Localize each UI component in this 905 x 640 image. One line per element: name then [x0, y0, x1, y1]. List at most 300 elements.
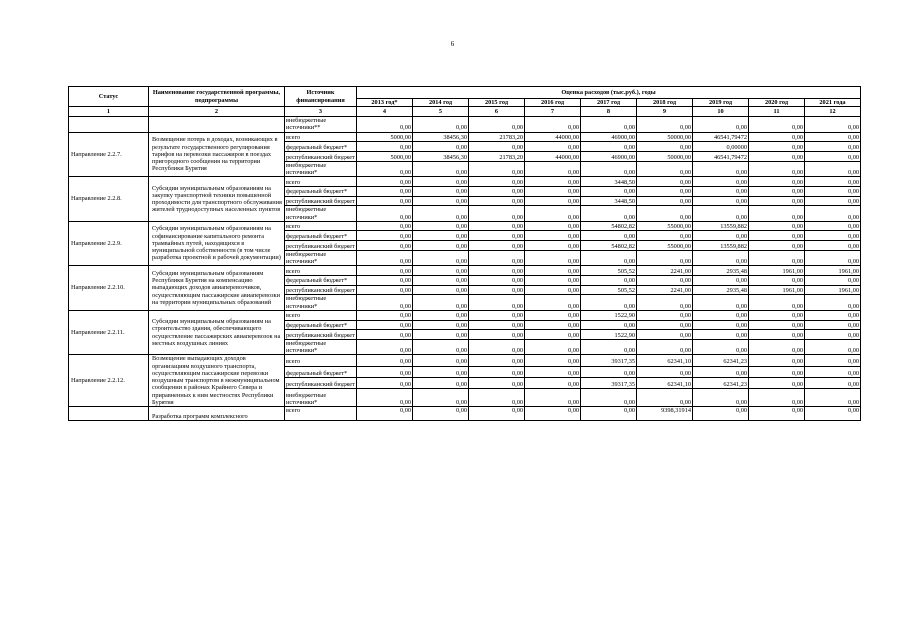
value-cell: 0,00	[581, 250, 637, 265]
value-cell: 0,00	[413, 241, 469, 251]
value-cell: 0,00	[805, 161, 861, 176]
value-cell: 0,00	[413, 330, 469, 340]
source-cell: федеральный бюджет*	[285, 275, 357, 285]
value-cell: 0,00	[693, 250, 749, 265]
value-cell: 0,00	[581, 407, 637, 421]
value-cell: 1961,00	[749, 266, 805, 276]
value-cell: 0,00	[749, 186, 805, 196]
value-cell: 0,00	[749, 389, 805, 407]
value-cell: 0,00	[357, 221, 413, 231]
value-cell: 46541,79472	[693, 132, 749, 142]
value-cell: 505,52	[581, 266, 637, 276]
value-cell: 62341,10	[637, 377, 693, 388]
value-cell: 0,00	[805, 206, 861, 221]
year-header: 2013 год*	[357, 99, 413, 107]
value-cell: 0,00	[637, 275, 693, 285]
value-cell: 0,00	[749, 295, 805, 310]
value-cell: 0,00	[749, 377, 805, 388]
column-index: 3	[285, 107, 357, 117]
value-cell: 50000,00	[637, 152, 693, 162]
value-cell: 0,00	[749, 320, 805, 330]
value-cell: 0,00	[413, 407, 469, 421]
value-cell: 0,00	[525, 221, 581, 231]
value-cell: 0,00	[469, 177, 525, 187]
value-cell: 0,00	[525, 310, 581, 320]
year-header: 2016 год	[525, 99, 581, 107]
value-cell: 0,00	[805, 339, 861, 354]
value-cell: 0,00	[357, 407, 413, 421]
value-cell: 0,00	[749, 132, 805, 142]
value-cell: 0,00	[805, 407, 861, 421]
value-cell: 44000,00	[525, 132, 581, 142]
value-cell: 46541,79472	[693, 152, 749, 162]
table-row	[69, 221, 861, 231]
source-cell: внебюджетные источники*	[285, 206, 357, 221]
value-cell: 0,00	[413, 161, 469, 176]
value-cell: 0,00	[469, 295, 525, 310]
value-cell: 0,00	[525, 295, 581, 310]
value-cell: 0,00	[805, 355, 861, 366]
source-cell: федеральный бюджет*	[285, 186, 357, 196]
value-cell: 39317,35	[581, 377, 637, 388]
value-cell: 0,00	[413, 275, 469, 285]
value-cell: 0,00	[637, 117, 693, 132]
value-cell: 0,00	[469, 275, 525, 285]
source-cell: федеральный бюджет*	[285, 366, 357, 377]
column-index: 2	[149, 107, 285, 117]
value-cell: 0,00	[469, 196, 525, 206]
value-cell: 54802,82	[581, 241, 637, 251]
source-cell: республиканский бюджет	[286, 242, 355, 250]
value-cell: 0,00	[525, 241, 581, 251]
value-cell: 0,00	[693, 186, 749, 196]
value-cell: 0,00	[413, 196, 469, 206]
value-cell: 0,00	[413, 389, 469, 407]
value-cell: 13559,882	[693, 241, 749, 251]
value-cell: 54802,82	[581, 221, 637, 231]
value-cell: 0,00	[357, 206, 413, 221]
year-header: 2014 год	[413, 99, 469, 107]
status-cell: Направление 2.2.12.	[69, 355, 149, 407]
value-cell: 0,00	[357, 366, 413, 377]
value-cell: 0,00	[581, 275, 637, 285]
value-cell: 0,00	[805, 310, 861, 320]
value-cell: 50000,00	[637, 132, 693, 142]
value-cell: 0,00	[805, 221, 861, 231]
value-cell: 0,00	[749, 196, 805, 206]
value-cell: 62341,10	[637, 355, 693, 366]
value-cell: 1522,90	[581, 330, 637, 340]
value-cell: 0,00	[525, 142, 581, 152]
value-cell: 0,00	[749, 142, 805, 152]
column-index: 6	[469, 107, 525, 117]
value-cell: 0,00	[525, 275, 581, 285]
value-cell: 21783,20	[469, 132, 525, 142]
source-cell: всего	[285, 266, 357, 276]
value-cell: 0,00	[693, 295, 749, 310]
value-cell: 0,00	[357, 285, 413, 295]
value-cell: 0,00	[357, 117, 413, 132]
value-cell: 0,00	[357, 161, 413, 176]
column-index: 9	[637, 107, 693, 117]
value-cell: 0,00	[805, 295, 861, 310]
value-cell: 0,00	[637, 231, 693, 241]
table-row	[69, 132, 861, 142]
value-cell: 0,00	[469, 377, 525, 388]
value-cell: 0,00	[693, 196, 749, 206]
value-cell: 0,00	[749, 152, 805, 162]
status-cell: Направление 2.2.7.	[69, 132, 149, 177]
value-cell: 0,00	[525, 250, 581, 265]
value-cell: 0,00	[469, 186, 525, 196]
value-cell: 0,00	[469, 266, 525, 276]
value-cell: 0,00	[749, 117, 805, 132]
column-index-row	[69, 107, 861, 117]
value-cell: 0,00	[469, 117, 525, 132]
value-cell: 0,00	[525, 117, 581, 132]
value-cell: 0,00	[581, 389, 637, 407]
value-cell: 2935,48	[693, 266, 749, 276]
value-cell: 0,00	[805, 196, 861, 206]
value-cell: 0,00	[525, 206, 581, 221]
expenditure-table	[68, 86, 861, 421]
value-cell: 0,00	[581, 231, 637, 241]
value-cell: 0,00	[413, 377, 469, 388]
value-cell: 0,00	[749, 407, 805, 421]
value-cell: 0,00	[469, 320, 525, 330]
program-name-cell: Субсидии муниципальным образованиям на закупку транспортной техники повышенной проходимости для транспортного обслуживания жителей труднодоступных населенных пунктов	[149, 177, 285, 222]
page-number: 6	[450, 40, 455, 48]
value-cell: 0,00000	[693, 142, 749, 152]
source-cell: внебюджетные источники*	[285, 339, 357, 354]
value-cell: 0,00	[469, 241, 525, 251]
value-cell: 0,00	[357, 266, 413, 276]
source-cell: всего	[285, 132, 357, 142]
table-row	[69, 407, 861, 421]
value-cell: 0,00	[637, 250, 693, 265]
value-cell: 0,00	[525, 330, 581, 340]
value-cell: 2241,00	[637, 285, 693, 295]
value-cell: 0,00	[693, 206, 749, 221]
column-index: 12	[805, 107, 861, 117]
value-cell: 0,00	[469, 250, 525, 265]
value-cell: 0,00	[525, 320, 581, 330]
value-cell: 0,00	[637, 295, 693, 310]
column-index: 10	[693, 107, 749, 117]
value-cell: 0,00	[357, 186, 413, 196]
value-cell: 0,00	[805, 142, 861, 152]
value-cell: 9398,31914	[637, 407, 693, 421]
value-cell: 0,00	[357, 142, 413, 152]
value-cell: 0,00	[469, 366, 525, 377]
source-cell: республиканский бюджет	[286, 153, 355, 161]
value-cell: 0,00	[525, 366, 581, 377]
value-cell: 0,00	[637, 186, 693, 196]
value-cell: 38456,30	[413, 132, 469, 142]
value-cell: 0,00	[749, 310, 805, 320]
value-cell: 0,00	[581, 142, 637, 152]
value-cell: 0,00	[637, 339, 693, 354]
value-cell: 0,00	[637, 366, 693, 377]
program-name-cell: Возмещение потерь в доходах, возникающих в результате государственного регулирования тарифов на перевозки пассажиров в поездах пригородного сообщения на территории Республики Бурятия	[149, 132, 285, 177]
program-name-cell: Субсидии муниципальным образованиям на строительство здания, обеспечивающего осуществление пассажирских авиаперевозок на местных воздушных линиях	[149, 310, 285, 355]
column-index: 1	[69, 107, 149, 117]
value-cell: 44000,00	[525, 152, 581, 162]
value-cell: 0,00	[357, 389, 413, 407]
value-cell: 0,00	[749, 177, 805, 187]
value-cell: 0,00	[637, 206, 693, 221]
source-cell: внебюджетные источники*	[285, 389, 357, 407]
value-cell: 0,00	[469, 339, 525, 354]
value-cell: 0,00	[805, 320, 861, 330]
value-cell: 0,00	[525, 407, 581, 421]
value-cell: 55000,00	[637, 241, 693, 251]
source-cell: федеральный бюджет*	[285, 231, 357, 241]
value-cell: 0,00	[693, 339, 749, 354]
value-cell: 0,00	[749, 339, 805, 354]
value-cell: 0,00	[469, 285, 525, 295]
value-cell: 0,00	[749, 161, 805, 176]
status-cell: Направление 2.2.11.	[69, 310, 149, 355]
column-index: 8	[581, 107, 637, 117]
value-cell: 0,00	[525, 377, 581, 388]
value-cell: 0,00	[637, 196, 693, 206]
value-cell: 0,00	[749, 221, 805, 231]
value-cell: 1961,00	[805, 285, 861, 295]
table-row	[69, 117, 861, 132]
value-cell: 0,00	[525, 355, 581, 366]
value-cell: 0,00	[413, 117, 469, 132]
value-cell: 0,00	[357, 250, 413, 265]
value-cell: 0,00	[693, 117, 749, 132]
value-cell: 0,00	[749, 355, 805, 366]
value-cell: 0,00	[805, 152, 861, 162]
table-row	[69, 355, 861, 366]
status-cell: Направление 2.2.9.	[69, 221, 149, 266]
year-header: 2015 год	[469, 99, 525, 107]
value-cell: 0,00	[413, 142, 469, 152]
value-cell: 0,00	[749, 241, 805, 251]
value-cell: 0,00	[525, 285, 581, 295]
value-cell: 0,00	[693, 389, 749, 407]
program-name-cell	[149, 117, 285, 132]
value-cell: 0,00	[413, 177, 469, 187]
source-cell: федеральный бюджет*	[285, 320, 357, 330]
value-cell: 0,00	[525, 196, 581, 206]
value-cell: 0,00	[469, 221, 525, 231]
column-index: 5	[413, 107, 469, 117]
value-cell: 3448,50	[581, 177, 637, 187]
value-cell: 0,00	[805, 366, 861, 377]
value-cell: 0,00	[413, 366, 469, 377]
value-cell: 0,00	[357, 241, 413, 251]
value-cell: 0,00	[357, 177, 413, 187]
value-cell: 0,00	[469, 407, 525, 421]
header-source: Источник финансирования	[285, 87, 357, 107]
source-cell: республиканский бюджет	[286, 198, 355, 206]
value-cell: 46900,00	[581, 132, 637, 142]
value-cell: 0,00	[805, 186, 861, 196]
value-cell: 0,00	[693, 407, 749, 421]
value-cell: 505,52	[581, 285, 637, 295]
value-cell: 3448,50	[581, 196, 637, 206]
value-cell: 0,00	[413, 221, 469, 231]
value-cell: 0,00	[581, 366, 637, 377]
source-cell: федеральный бюджет*	[285, 142, 357, 152]
header-status: Статус	[69, 87, 149, 107]
program-name-cell: Возмещение выпадающих доходов организациям воздушного транспорта, осуществляющим пассажирские перевозки воздушным транспортом в межмуниципальном сообщении в районах Крайнего Севера и приравненных к ним местностях Республики Бурятия	[149, 355, 285, 407]
value-cell: 0,00	[581, 295, 637, 310]
source-cell: всего	[285, 355, 357, 366]
value-cell: 0,00	[413, 206, 469, 221]
value-cell: 0,00	[693, 177, 749, 187]
value-cell: 0,00	[525, 266, 581, 276]
value-cell: 0,00	[749, 330, 805, 340]
header-program: Наименование государственной программы, подпрограммы	[149, 87, 285, 107]
value-cell: 0,00	[357, 196, 413, 206]
value-cell: 0,00	[805, 377, 861, 388]
value-cell: 5000,00	[357, 132, 413, 142]
value-cell: 55000,00	[637, 221, 693, 231]
value-cell: 5000,00	[357, 152, 413, 162]
source-cell: республиканский бюджет	[286, 331, 355, 339]
value-cell: 0,00	[413, 320, 469, 330]
value-cell: 0,00	[469, 355, 525, 366]
status-cell: Направление 2.2.10.	[69, 266, 149, 311]
value-cell: 46900,00	[581, 152, 637, 162]
source-cell: республиканский бюджет	[285, 377, 357, 388]
value-cell: 0,00	[357, 377, 413, 388]
value-cell: 62341,23	[693, 377, 749, 388]
value-cell: 0,00	[581, 206, 637, 221]
column-index: 4	[357, 107, 413, 117]
source-cell: внебюджетные источники*	[285, 295, 357, 310]
value-cell: 0,00	[805, 231, 861, 241]
value-cell: 0,00	[469, 161, 525, 176]
value-cell: 0,00	[357, 295, 413, 310]
value-cell: 0,00	[637, 389, 693, 407]
status-cell	[69, 117, 149, 132]
value-cell: 0,00	[637, 142, 693, 152]
table-row	[69, 266, 861, 276]
value-cell: 0,00	[805, 330, 861, 340]
status-cell	[69, 407, 149, 421]
value-cell: 0,00	[805, 177, 861, 187]
value-cell: 0,00	[357, 231, 413, 241]
year-header: 2017 год	[581, 99, 637, 107]
value-cell: 0,00	[637, 161, 693, 176]
table-row	[69, 177, 861, 187]
value-cell: 0,00	[525, 177, 581, 187]
column-index: 7	[525, 107, 581, 117]
value-cell: 0,00	[413, 250, 469, 265]
value-cell: 0,00	[805, 275, 861, 285]
source-cell: внебюджетные источники**	[285, 117, 357, 132]
value-cell: 0,00	[693, 275, 749, 285]
value-cell: 0,00	[413, 339, 469, 354]
value-cell: 0,00	[637, 310, 693, 320]
value-cell: 0,00	[469, 330, 525, 340]
value-cell: 0,00	[637, 320, 693, 330]
value-cell: 0,00	[693, 161, 749, 176]
value-cell: 2241,00	[637, 266, 693, 276]
value-cell: 0,00	[525, 186, 581, 196]
value-cell: 0,00	[693, 320, 749, 330]
value-cell: 38456,30	[413, 152, 469, 162]
column-index: 11	[749, 107, 805, 117]
value-cell: 0,00	[469, 310, 525, 320]
value-cell: 39317,35	[581, 355, 637, 366]
value-cell: 0,00	[469, 142, 525, 152]
value-cell: 0,00	[805, 117, 861, 132]
value-cell: 0,00	[637, 330, 693, 340]
value-cell: 0,00	[693, 310, 749, 320]
table-body	[69, 117, 861, 421]
value-cell: 0,00	[749, 206, 805, 221]
value-cell: 0,00	[581, 339, 637, 354]
value-cell: 0,00	[413, 186, 469, 196]
value-cell: 0,00	[413, 295, 469, 310]
value-cell: 2935,48	[693, 285, 749, 295]
value-cell: 0,00	[805, 241, 861, 251]
value-cell: 0,00	[581, 320, 637, 330]
program-name-cell: Субсидии муниципальным образованиям Республики Бурятия на компенсацию выпадающих доходов авиаперевозчиков, осуществляющим пассажирские авиаперевозки на территории муниципальных образований	[149, 266, 285, 311]
value-cell: 1522,90	[581, 310, 637, 320]
value-cell: 0,00	[469, 206, 525, 221]
year-header: 2019 год	[693, 99, 749, 107]
program-name-cell: Субсидии муниципальным образованиям на софинансирование капитального ремонта трамвайных путей, находящихся в муниципальной собственности (в том числе разработка проектной и рабочей документации)	[149, 221, 285, 266]
source-cell: республиканский бюджет	[286, 287, 355, 295]
value-cell: 0,00	[525, 161, 581, 176]
value-cell: 0,00	[469, 231, 525, 241]
value-cell: 0,00	[525, 231, 581, 241]
value-cell: 0,00	[525, 389, 581, 407]
year-header: 2021 года	[805, 99, 861, 107]
program-name-cell: Разработка программ комплексного	[149, 407, 285, 421]
value-cell: 0,00	[637, 177, 693, 187]
value-cell: 0,00	[525, 339, 581, 354]
value-cell: 0,00	[357, 339, 413, 354]
value-cell: 0,00	[357, 320, 413, 330]
value-cell: 62341,23	[693, 355, 749, 366]
year-header: 2020 год	[749, 99, 805, 107]
value-cell: 0,00	[749, 231, 805, 241]
source-cell: всего	[285, 407, 357, 421]
value-cell: 0,00	[413, 231, 469, 241]
value-cell: 0,00	[357, 330, 413, 340]
value-cell: 0,00	[805, 250, 861, 265]
value-cell: 0,00	[805, 132, 861, 142]
value-cell: 0,00	[413, 310, 469, 320]
value-cell: 0,00	[581, 161, 637, 176]
value-cell: 0,00	[413, 266, 469, 276]
value-cell: 0,00	[581, 186, 637, 196]
value-cell: 0,00	[749, 366, 805, 377]
value-cell: 0,00	[693, 366, 749, 377]
status-cell: Направление 2.2.8.	[69, 177, 149, 222]
source-cell: всего	[285, 221, 357, 231]
value-cell: 0,00	[749, 275, 805, 285]
year-header: 2018 год	[637, 99, 693, 107]
value-cell: 1961,00	[749, 285, 805, 295]
table-row	[69, 310, 861, 320]
value-cell: 0,00	[413, 285, 469, 295]
value-cell: 0,00	[357, 310, 413, 320]
value-cell: 0,00	[469, 389, 525, 407]
value-cell: 1961,00	[805, 266, 861, 276]
value-cell: 0,00	[357, 275, 413, 285]
value-cell: 0,00	[805, 389, 861, 407]
